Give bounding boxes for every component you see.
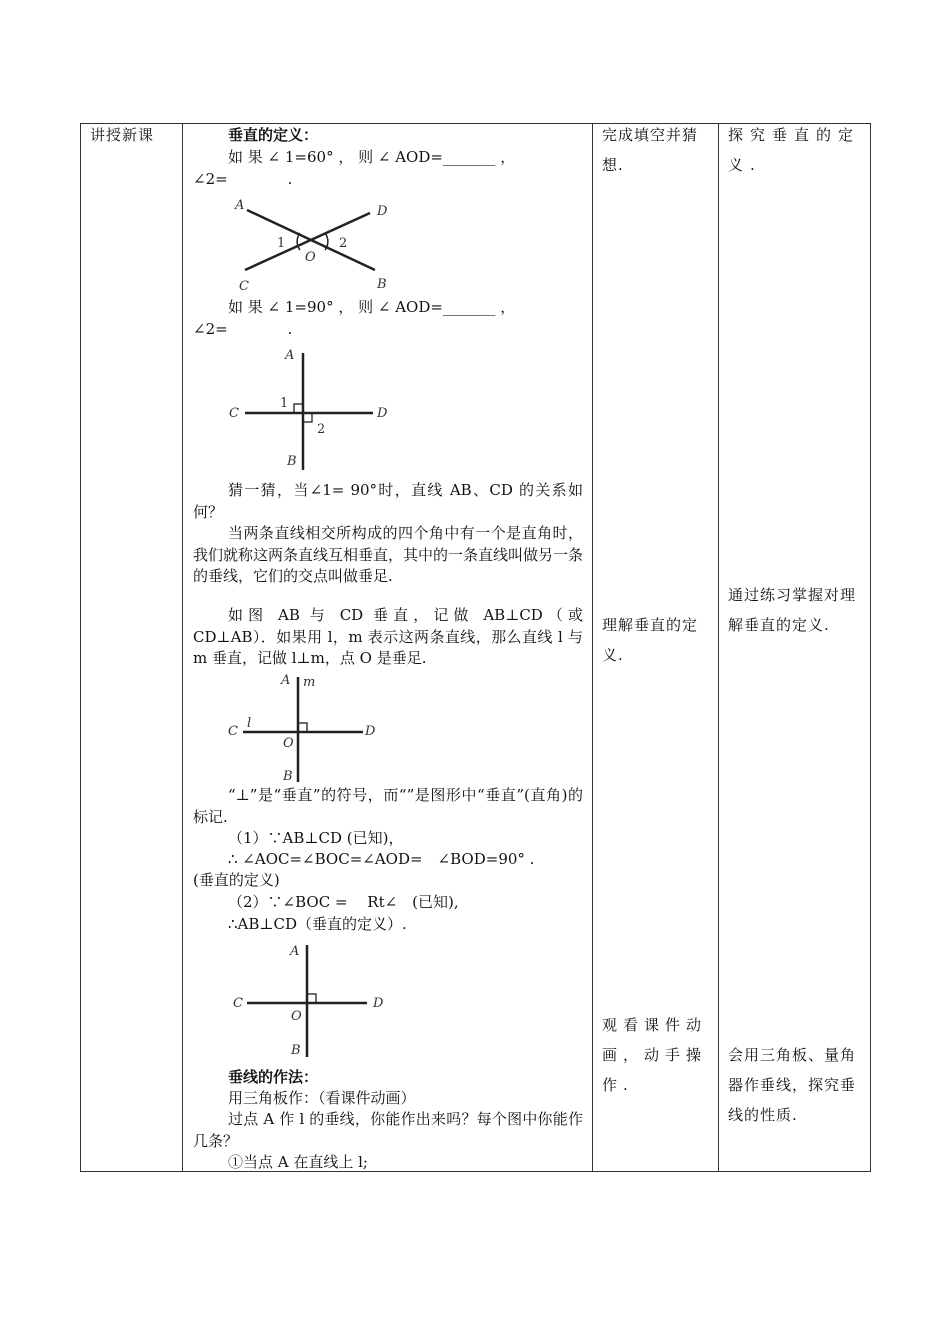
proof-line: （2）∵∠BOC = Rt∠ (已知), bbox=[228, 893, 459, 911]
label-m: m bbox=[303, 675, 316, 690]
table-border bbox=[718, 123, 719, 1172]
proof-line: ∴ ∠AOC=∠BOC=∠AOD= ∠BOD=90° . bbox=[228, 850, 535, 868]
label-l: l bbox=[247, 716, 252, 731]
symbol-text: “⊥”是“垂直”的符号，而“”是图形中“垂直”(直角)的标记. bbox=[193, 786, 583, 826]
table-border bbox=[592, 123, 593, 1172]
label-d: D bbox=[377, 204, 388, 219]
table-border bbox=[182, 123, 183, 1172]
question-1 bbox=[193, 147, 583, 190]
stage-label: 讲授新课 bbox=[90, 126, 155, 144]
label-d: D bbox=[377, 406, 388, 421]
student-activity: 完成填空并猜想. bbox=[602, 126, 699, 174]
label-angle-1: 1 bbox=[280, 396, 289, 411]
q1-line: 如 果 ∠ 1=60° ， 则 ∠ AOD=_______ ， bbox=[228, 148, 516, 166]
figure-ab-perp-cd bbox=[225, 940, 405, 1060]
proof-line: （1）∵AB⊥CD (已知)， bbox=[228, 829, 404, 847]
label-a: A bbox=[285, 348, 295, 363]
label-o: O bbox=[291, 1009, 302, 1024]
figure-l-perp-m bbox=[225, 672, 405, 784]
definition-heading: 垂直的定义： bbox=[228, 126, 319, 144]
label-angle-2: 2 bbox=[317, 422, 326, 437]
student-activity: 观看课件动画，动手操作. bbox=[602, 1016, 708, 1094]
table-border bbox=[870, 123, 871, 1172]
method-text: 用三角板作：（看课件动画） bbox=[228, 1089, 416, 1107]
label-d: D bbox=[373, 996, 384, 1011]
definition-text: 当两条直线相交所构成的四个角中有一个是直角时，我们就称这两条直线互相垂直，其中的一条直线叫做另一条的垂线，它们的交点叫做垂足. bbox=[193, 524, 584, 585]
method-heading: 垂线的作法： bbox=[228, 1068, 319, 1086]
method-text: ①当点 A 在直线上 l; bbox=[228, 1153, 368, 1171]
figure-perpendicular-lines bbox=[225, 345, 405, 473]
label-b: B bbox=[377, 277, 387, 292]
guess-text: 猜一猜，当∠1= 90°时，直线 AB、CD 的关系如何？ bbox=[193, 481, 583, 521]
label-angle-2: 2 bbox=[339, 236, 348, 251]
method-text: 过点 A 作 l 的垂线，你能作出来吗？每个图中你能作几条？ bbox=[193, 1110, 583, 1150]
notation-text: 如图 AB 与 CD 垂直，记做 AB⊥CD（或 CD⊥AB）．如果用 l，m 表示这两条直线，那么直线 l 与 m 垂直，记做 l⊥m，点 O 是垂足. bbox=[193, 606, 583, 667]
label-o: O bbox=[305, 250, 316, 265]
student-activity: 理解垂直的定义. bbox=[602, 616, 699, 664]
label-c: C bbox=[228, 724, 238, 739]
design-intent: 会用三角板、量角器作垂线，探究垂线的性质. bbox=[728, 1046, 857, 1124]
label-d: D bbox=[365, 724, 376, 739]
label-b: B bbox=[283, 769, 293, 784]
proof-line: ∴AB⊥CD（垂直的定义）. bbox=[228, 915, 407, 933]
label-b: B bbox=[291, 1043, 301, 1058]
proof-line: (垂直的定义) bbox=[193, 871, 280, 889]
label-o: O bbox=[283, 736, 294, 751]
q2-line: ∠2= . bbox=[193, 319, 293, 338]
question-2 bbox=[193, 297, 583, 340]
label-c: C bbox=[233, 996, 243, 1011]
q1-line: ∠2= . bbox=[193, 169, 293, 188]
design-intent: 通过练习掌握对理解垂直的定义. bbox=[728, 586, 857, 634]
figure-intersecting-lines bbox=[225, 195, 405, 295]
label-a: A bbox=[235, 198, 245, 213]
label-c: C bbox=[239, 279, 249, 294]
design-intent: 探究垂直的定义. bbox=[728, 126, 861, 174]
label-a: A bbox=[290, 944, 300, 959]
q2-line: 如 果 ∠ 1=90° ， 则 ∠ AOD=_______ ， bbox=[228, 298, 516, 316]
label-angle-1: 1 bbox=[277, 236, 286, 251]
label-c: C bbox=[229, 406, 239, 421]
label-b: B bbox=[287, 454, 297, 469]
label-a: A bbox=[281, 673, 291, 688]
table-border bbox=[80, 123, 81, 1172]
